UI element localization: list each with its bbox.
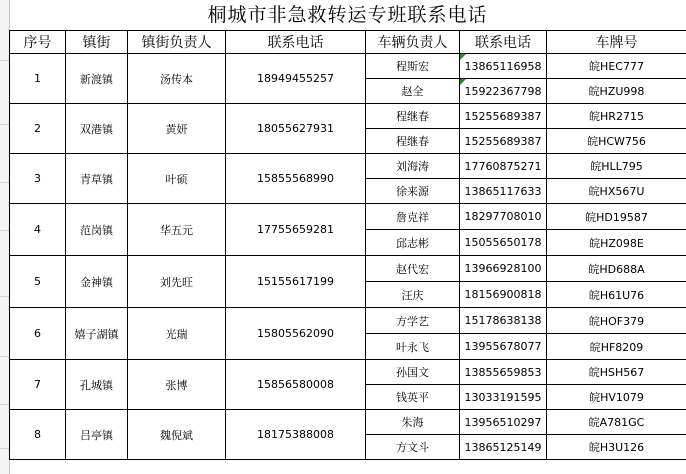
cell-leader-phone[interactable]: 15155617199 xyxy=(226,256,366,308)
cell-no[interactable]: 1 xyxy=(10,54,66,104)
table-row xyxy=(10,256,686,282)
cell-town[interactable]: 孔城镇 xyxy=(66,360,128,410)
cell-driver[interactable]: 赵全 xyxy=(366,79,460,104)
cell-town[interactable]: 青草镇 xyxy=(66,154,128,204)
cell-driver[interactable]: 方学艺 xyxy=(366,308,460,334)
header-cell-leader-phone[interactable]: 联系电话 xyxy=(226,31,366,54)
cell-driver-phone[interactable]: 13855659853 xyxy=(460,360,547,385)
cell-no[interactable]: 2 xyxy=(10,104,66,154)
cell-town-leader[interactable]: 黄妍 xyxy=(128,104,226,154)
header-cell-plate[interactable]: 车牌号 xyxy=(547,31,686,54)
cell-plate[interactable]: 皖HCW756 xyxy=(547,129,686,154)
cell-driver[interactable]: 钱英平 xyxy=(366,385,460,410)
cell-plate[interactable]: 皖HZ098E xyxy=(547,230,686,256)
table-row xyxy=(10,308,686,334)
cell-driver[interactable]: 程继春 xyxy=(366,129,460,154)
cell-plate[interactable]: 皖HV1079 xyxy=(547,385,686,410)
table-row xyxy=(10,410,686,435)
cell-driver-phone[interactable]: 15922367798 xyxy=(460,79,547,104)
table-row xyxy=(10,204,686,230)
cell-town-leader[interactable]: 魏倪斌 xyxy=(128,410,226,460)
cell-no[interactable]: 8 xyxy=(10,410,66,460)
cell-driver-phone[interactable]: 15055650178 xyxy=(460,230,547,256)
cell-town-leader[interactable]: 汤传本 xyxy=(128,54,226,104)
cell-town[interactable]: 金神镇 xyxy=(66,256,128,308)
cell-plate[interactable]: 皖HR2715 xyxy=(547,104,686,129)
cell-no[interactable]: 3 xyxy=(10,154,66,204)
cell-no[interactable]: 5 xyxy=(10,256,66,308)
contact-table xyxy=(9,30,686,460)
cell-driver-phone[interactable]: 18297708010 xyxy=(460,204,547,230)
cell-plate[interactable]: 皖HEC777 xyxy=(547,54,686,79)
cell-leader-phone[interactable]: 18949455257 xyxy=(226,54,366,104)
cell-plate[interactable]: 皖A781GC xyxy=(547,410,686,435)
cell-driver-phone[interactable]: 13865116958 xyxy=(460,54,547,79)
cell-driver-phone[interactable]: 18156900818 xyxy=(460,282,547,308)
cell-driver-phone[interactable]: 13966928100 xyxy=(460,256,547,282)
header-cell-driver[interactable]: 车辆负责人 xyxy=(366,31,460,54)
table-row xyxy=(10,104,686,129)
header-row xyxy=(10,31,686,54)
cell-driver[interactable]: 刘海涛 xyxy=(366,154,460,179)
spreadsheet xyxy=(9,0,686,474)
cell-driver[interactable]: 徐来源 xyxy=(366,179,460,204)
cell-driver[interactable]: 叶永飞 xyxy=(366,334,460,360)
cell-town[interactable]: 双港镇 xyxy=(66,104,128,154)
cell-town[interactable]: 范岗镇 xyxy=(66,204,128,256)
cell-plate[interactable]: 皖HF8209 xyxy=(547,334,686,360)
table-row xyxy=(10,154,686,179)
cell-driver-phone[interactable]: 15255689387 xyxy=(460,129,547,154)
cell-leader-phone[interactable]: 17755659281 xyxy=(226,204,366,256)
cell-plate[interactable]: 皖HD19587 xyxy=(547,204,686,230)
cell-town[interactable]: 新渡镇 xyxy=(66,54,128,104)
cell-driver[interactable]: 程斯宏 xyxy=(366,54,460,79)
cell-no[interactable]: 7 xyxy=(10,360,66,410)
cell-plate[interactable]: 皖HD688A xyxy=(547,256,686,282)
cell-plate[interactable]: 皖H61U76 xyxy=(547,282,686,308)
cell-plate[interactable]: 皖HOF379 xyxy=(547,308,686,334)
cell-leader-phone[interactable]: 15856580008 xyxy=(226,360,366,410)
cell-no[interactable]: 6 xyxy=(10,308,66,360)
cell-plate[interactable]: 皖HZU998 xyxy=(547,79,686,104)
cell-plate[interactable]: 皖HSH567 xyxy=(547,360,686,385)
cell-driver[interactable]: 朱海 xyxy=(366,410,460,435)
cell-plate[interactable]: 皖HX567U xyxy=(547,179,686,204)
cell-driver-phone[interactable]: 13033191595 xyxy=(460,385,547,410)
cell-leader-phone[interactable]: 18175388008 xyxy=(226,410,366,460)
cell-plate[interactable]: 皖HLL795 xyxy=(547,154,686,179)
cell-leader-phone[interactable]: 15805562090 xyxy=(226,308,366,360)
cell-driver[interactable]: 赵代宏 xyxy=(366,256,460,282)
cell-driver[interactable]: 方文斗 xyxy=(366,435,460,460)
table-row xyxy=(10,54,686,79)
cell-town-leader[interactable]: 张博 xyxy=(128,360,226,410)
cell-driver[interactable]: 汪庆 xyxy=(366,282,460,308)
cell-driver-phone[interactable]: 13956510297 xyxy=(460,410,547,435)
table-row xyxy=(10,360,686,385)
header-cell-driver-phone[interactable]: 联系电话 xyxy=(460,31,547,54)
cell-driver-phone[interactable]: 13865117633 xyxy=(460,179,547,204)
cell-driver-phone[interactable]: 15255689387 xyxy=(460,104,547,129)
cell-town[interactable]: 吕亭镇 xyxy=(66,410,128,460)
sheet-title[interactable]: 桐城市非急救转运专班联系电话 xyxy=(207,4,488,26)
cell-driver-phone[interactable]: 13955678077 xyxy=(460,334,547,360)
cell-driver[interactable]: 邱志彬 xyxy=(366,230,460,256)
cell-driver-phone[interactable]: 15178638138 xyxy=(460,308,547,334)
cell-driver[interactable]: 程继春 xyxy=(366,104,460,129)
cell-town-leader[interactable]: 刘先旺 xyxy=(128,256,226,308)
cell-plate[interactable]: 皖H3U126 xyxy=(547,435,686,460)
cell-leader-phone[interactable]: 18055627931 xyxy=(226,104,366,154)
cell-town-leader[interactable]: 光瑞 xyxy=(128,308,226,360)
cell-leader-phone[interactable]: 15855568990 xyxy=(226,154,366,204)
cell-driver[interactable]: 詹克祥 xyxy=(366,204,460,230)
cell-town[interactable]: 嬉子湖镇 xyxy=(66,308,128,360)
cell-driver[interactable]: 孙国文 xyxy=(366,360,460,385)
header-cell-no[interactable]: 序号 xyxy=(10,31,66,54)
cell-driver-phone[interactable]: 17760875271 xyxy=(460,154,547,179)
cell-driver-phone[interactable]: 13865125149 xyxy=(460,435,547,460)
header-cell-town-leader[interactable]: 镇街负责人 xyxy=(128,31,226,54)
header-cell-town[interactable]: 镇街 xyxy=(66,31,128,54)
cell-no[interactable]: 4 xyxy=(10,204,66,256)
cell-town-leader[interactable]: 叶硕 xyxy=(128,154,226,204)
cell-town-leader[interactable]: 华五元 xyxy=(128,204,226,256)
